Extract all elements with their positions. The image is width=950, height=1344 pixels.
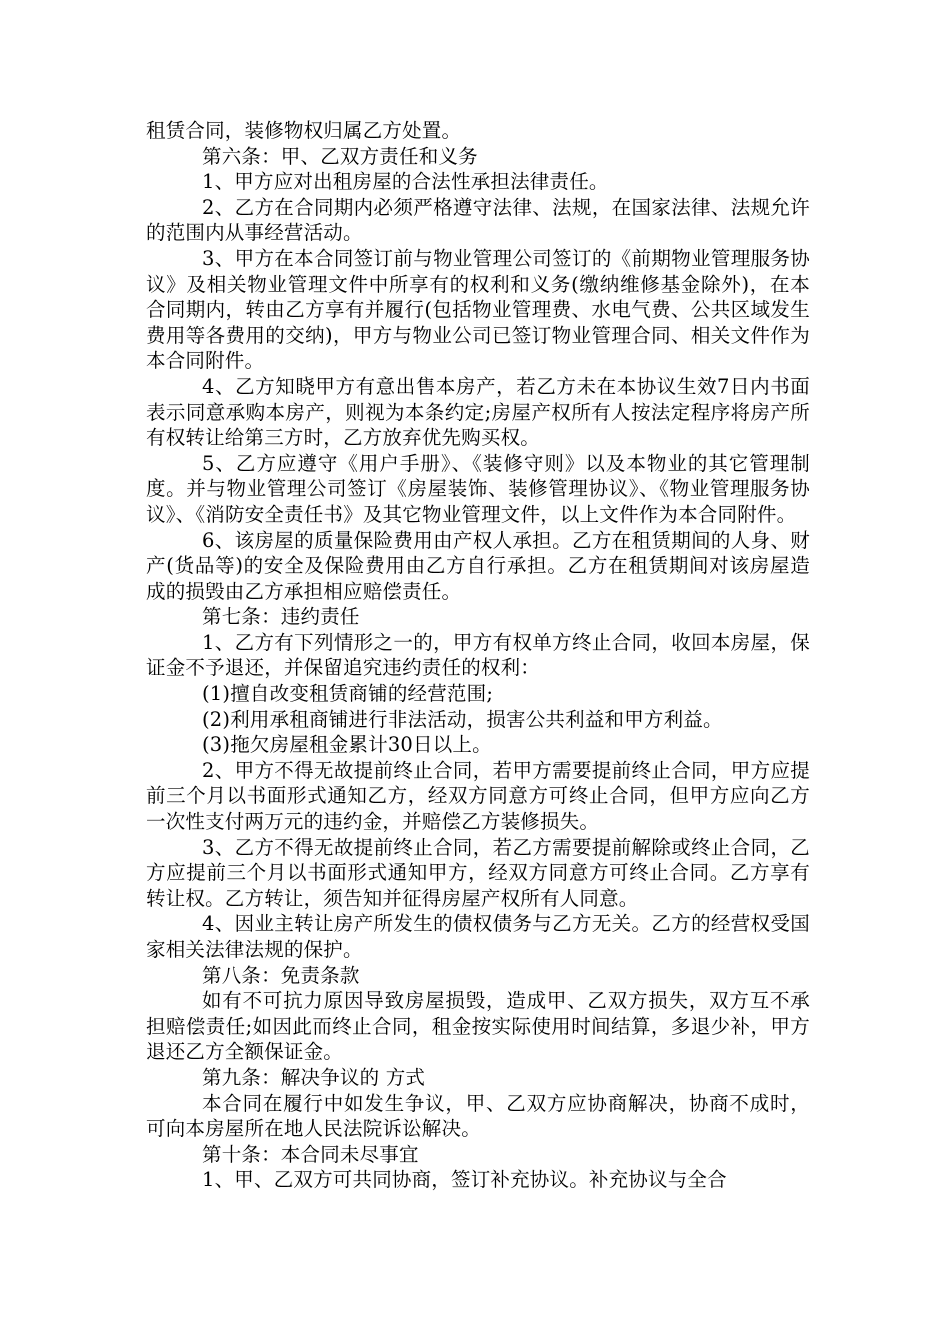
paragraph: 5、乙方应遵守《用户手册》、《装修守则》以及本物业的其它管理制度。并与物业管理公司签订《房屋装饰、装修管理协议》、《物业管理服务协议》、《消防安全责任书》及其它物业管理文件，以上文件作为本合同附件。 — [146, 451, 810, 526]
section-heading-6: 第六条：甲、乙双方责任和义务 — [202, 144, 478, 168]
list-item: (1)擅自改变租赁商铺的经营范围; — [202, 682, 494, 706]
section-heading-9: 第九条：解决争议的 方式 — [202, 1065, 426, 1089]
section-heading-10: 第十条：本合同未尽事宜 — [202, 1142, 419, 1166]
section-heading-8: 第八条：免责条款 — [202, 963, 360, 987]
list-item: (2)利用承租商铺进行非法活动，损害公共利益和甲方利益。 — [202, 707, 723, 731]
section-heading-7: 第七条：违约责任 — [202, 605, 360, 629]
document-body — [146, 118, 810, 1193]
paragraph: 4、乙方知晓甲方有意出售本房产，若乙方未在本协议生效7日内书面表示同意承购本房产，则视为本条约定;房屋产权所有人按法定程序将房产所有权转让给第三方时，乙方放弃优先购买权。 — [146, 374, 810, 450]
paragraph: 4、因业主转让房产所发生的债权债务与乙方无关。乙方的经营权受国家相关法律法规的保护。 — [146, 912, 810, 961]
paragraph: 1、甲、乙双方可共同协商，签订补充协议。补充协议与全合 — [202, 1168, 727, 1192]
paragraph: 1、乙方有下列情形之一的，甲方有权单方终止合同，收回本房屋，保证金不予退还，并保留追究违约责任的权利： — [146, 630, 810, 680]
paragraph: 3、甲方在本合同签订前与物业管理公司签订的《前期物业管理服务协议》及相关物业管理文件中所享有的权利和义务(缴纳维修基金除外)，在本合同期内，转由乙方享有并履行(包括物业管理费、水电气费、公共区域发生费用等各费用的交纳)，甲方与物业公司已签订物业管理合同、相关文件作为本合同附件。 — [146, 246, 810, 373]
paragraph: 2、乙方在合同期内必须严格遵守法律、法规，在国家法律、法规允许的范围内从事经营活动。 — [146, 195, 810, 245]
paragraph: 3、乙方不得无故提前终止合同，若乙方需要提前解除或终止合同，乙方应提前三个月以书面形式通知甲方，经双方同意方可终止合同。乙方享有转让权。乙方转让，须告知并征得房屋产权所有人同意。 — [146, 835, 810, 910]
list-item: (3)拖欠房屋租金累计30日以上。 — [202, 733, 492, 757]
paragraph: 租赁合同，装修物权归属乙方处置。 — [146, 119, 462, 142]
paragraph: 2、甲方不得无故提前终止合同，若甲方需要提前终止合同，甲方应提前三个月以书面形式通知乙方，经双方同意方可终止合同，但甲方应向乙方一次性支付两万元的违约金，并赔偿乙方装修损失。 — [146, 758, 810, 834]
paragraph: 本合同在履行中如发生争议，甲、乙双方应协商解决，协商不成时，可向本房屋所在地人民法院诉讼解决。 — [146, 1091, 810, 1141]
paragraph: 1、甲方应对出租房屋的合法性承担法律责任。 — [202, 170, 609, 194]
paragraph: 如有不可抗力原因导致房屋损毁，造成甲、乙双方损失，双方互不承担赔偿责任;如因此而终止合同，租金按实际使用时间结算，多退少补，甲方退还乙方全额保证金。 — [146, 989, 810, 1064]
paragraph: 6、该房屋的质量保险费用由产权人承担。乙方在租赁期间的人身、财产(货品等)的安全及保险费用由乙方自行承担。乙方在租赁期间对该房屋造成的损毁由乙方承担相应赔偿责任。 — [146, 528, 810, 603]
